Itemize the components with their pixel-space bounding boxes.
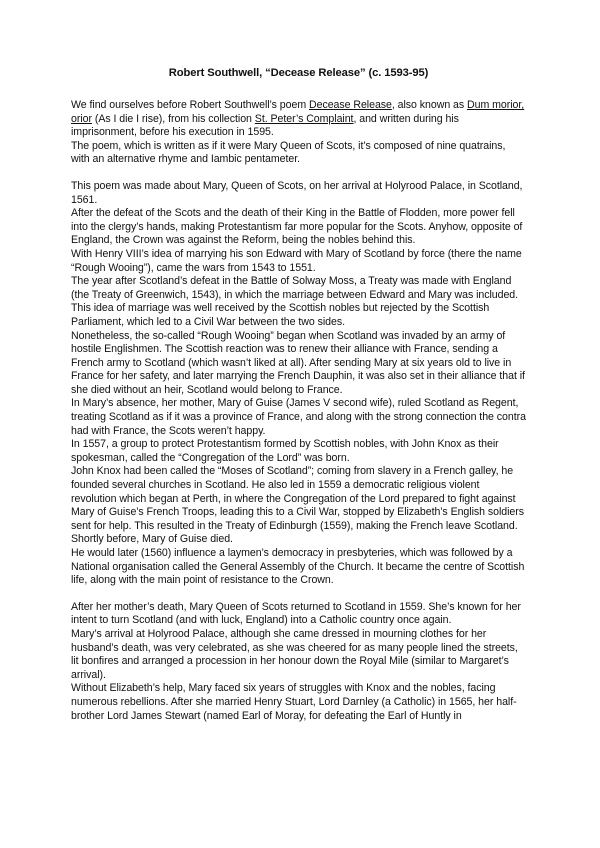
section2-paragraph: John Knox had been called the “Moses of Scotland”; coming from slavery in a French galley, he founded several churches in Scotland. He also led in 1559 a democratic religious violent revolution which began at Perth, in where the Congregation of the Lord prepared to fight against Mary of Guise’s French Troops, leading this to a Civil War, stopped by Elizabeth’s English soldiers sent for help. This resulted in the Treaty of Edinburgh (1559), making the French leave Scotland. Shortly before, Mary of Guise died. (71, 465, 524, 546)
section2-paragraph: The year after Scotland’s defeat in the Battle of Solway Moss, a Treaty was made with England (the Treaty of Greenwich, 1543), in which the marriage between Edward and Mary was included. This idea of marriage was well received by the Scottish nobles but rejected by the Scottish Parliament, which led to a Civil War between the two sides. (71, 275, 519, 328)
intro-text-b: , also known as (391, 99, 468, 111)
section2-paragraph: After the defeat of the Scots and the death of their King in the Battle of Flodden, more power fell into the clergy’s hands, making Protestantism far more popular for the Scots. Anyhow, opposite of England, the Crown was against the Reform, being the nobles behind this. (71, 207, 523, 247)
collection-title-link: St. Peter’s Complaint (254, 112, 354, 125)
intro-text-c: (As I die I rise), from his collection (91, 112, 255, 125)
section2-paragraph: In Mary’s absence, her mother, Mary of Guise (James V second wife), ruled Scotland as Regent, treating Scotland as if it was a province of France, and along with the strong connection the contra had with France, the Scots weren’t happy. (71, 397, 526, 437)
section2-paragraph: With Henry VIII’s idea of marrying his son Edward with Mary of Scotland by force (there the name “Rough Wooing”), came the wars from 1543 to 1551. (71, 247, 522, 274)
paragraph-gap (71, 167, 526, 180)
intro-text-a: We find ourselves before Robert Southwell’s poem (71, 99, 309, 111)
section2-paragraph: In 1557, a group to protect Protestantism formed by Scottish nobles, with John Knox as their spokesman, called the “Congregation of the Lord” was born. (71, 438, 499, 464)
section2-paragraph: This poem was made about Mary, Queen of Scots, on her arrival at Holyrood Palace, in Scotland, 1561. (71, 179, 523, 206)
section3-paragraph: After her mother’s death, Mary Queen of Scots returned to Scotland in 1559. She’s known for her intent to turn Scotland (and with luck, England) into a Catholic country once again. (71, 600, 521, 627)
section2-paragraph: Nonetheless, the so-called “Rough Wooing” began when Scotland was invaded by an army of hostile Englishmen. The Scottish reaction was to renew their alliance with France, sending a French army to Scotland (which wasn’t liked at all). After sending Mary at six years old to live in France for her safety, and later marrying the French Dauphin, it was also set in their alliance that if she died without an heir, Scotland would belong to France. (71, 329, 525, 396)
paragraph-gap (71, 588, 526, 601)
document-title: Robert Southwell, “Decease Release” (c. 1593-95) (168, 67, 429, 79)
section2-paragraph: He would later (1560) influence a laymen’s democracy in presbyteries, which was followed by a National organisation called the General Assembly of the Church. It became the centre of Scottish life, along with the main point of resistance to the Crown. (71, 547, 525, 587)
intro-paragraph-2: The poem, which is written as if it were Mary Queen of Scots, it’s composed of nine quatrains, with an alternative rhyme and Iambic pentameter. (71, 139, 506, 166)
section3-paragraph: Without Elizabeth’s help, Mary faced six years of struggles with Knox and the nobles, facing numerous rebellions. After she married Henry Stuart, Lord Darnley (a Catholic) in 1565, her half-brother Lord James Stewart (named Earl of Moray, for defeating the Earl of Huntly in (71, 682, 517, 722)
intro-paragraph (71, 99, 526, 140)
intro-text-d: , and written during his imprisonment, before his execution in 1595. (71, 112, 459, 139)
document-page (71, 66, 526, 723)
section3-paragraph: Mary’s arrival at Holyrood Palace, although she came dressed in mourning clothes for her husband’s death, was very celebrated, as she was cheered for as many people lined the streets, lit bonfires and arranged a procession in her honour down the Royal Mile (similar to Margaret’s arrival). (71, 627, 518, 681)
latin-title-link: Dum morior, orior (71, 99, 525, 125)
poem-title-link: Decease Release (309, 99, 392, 111)
